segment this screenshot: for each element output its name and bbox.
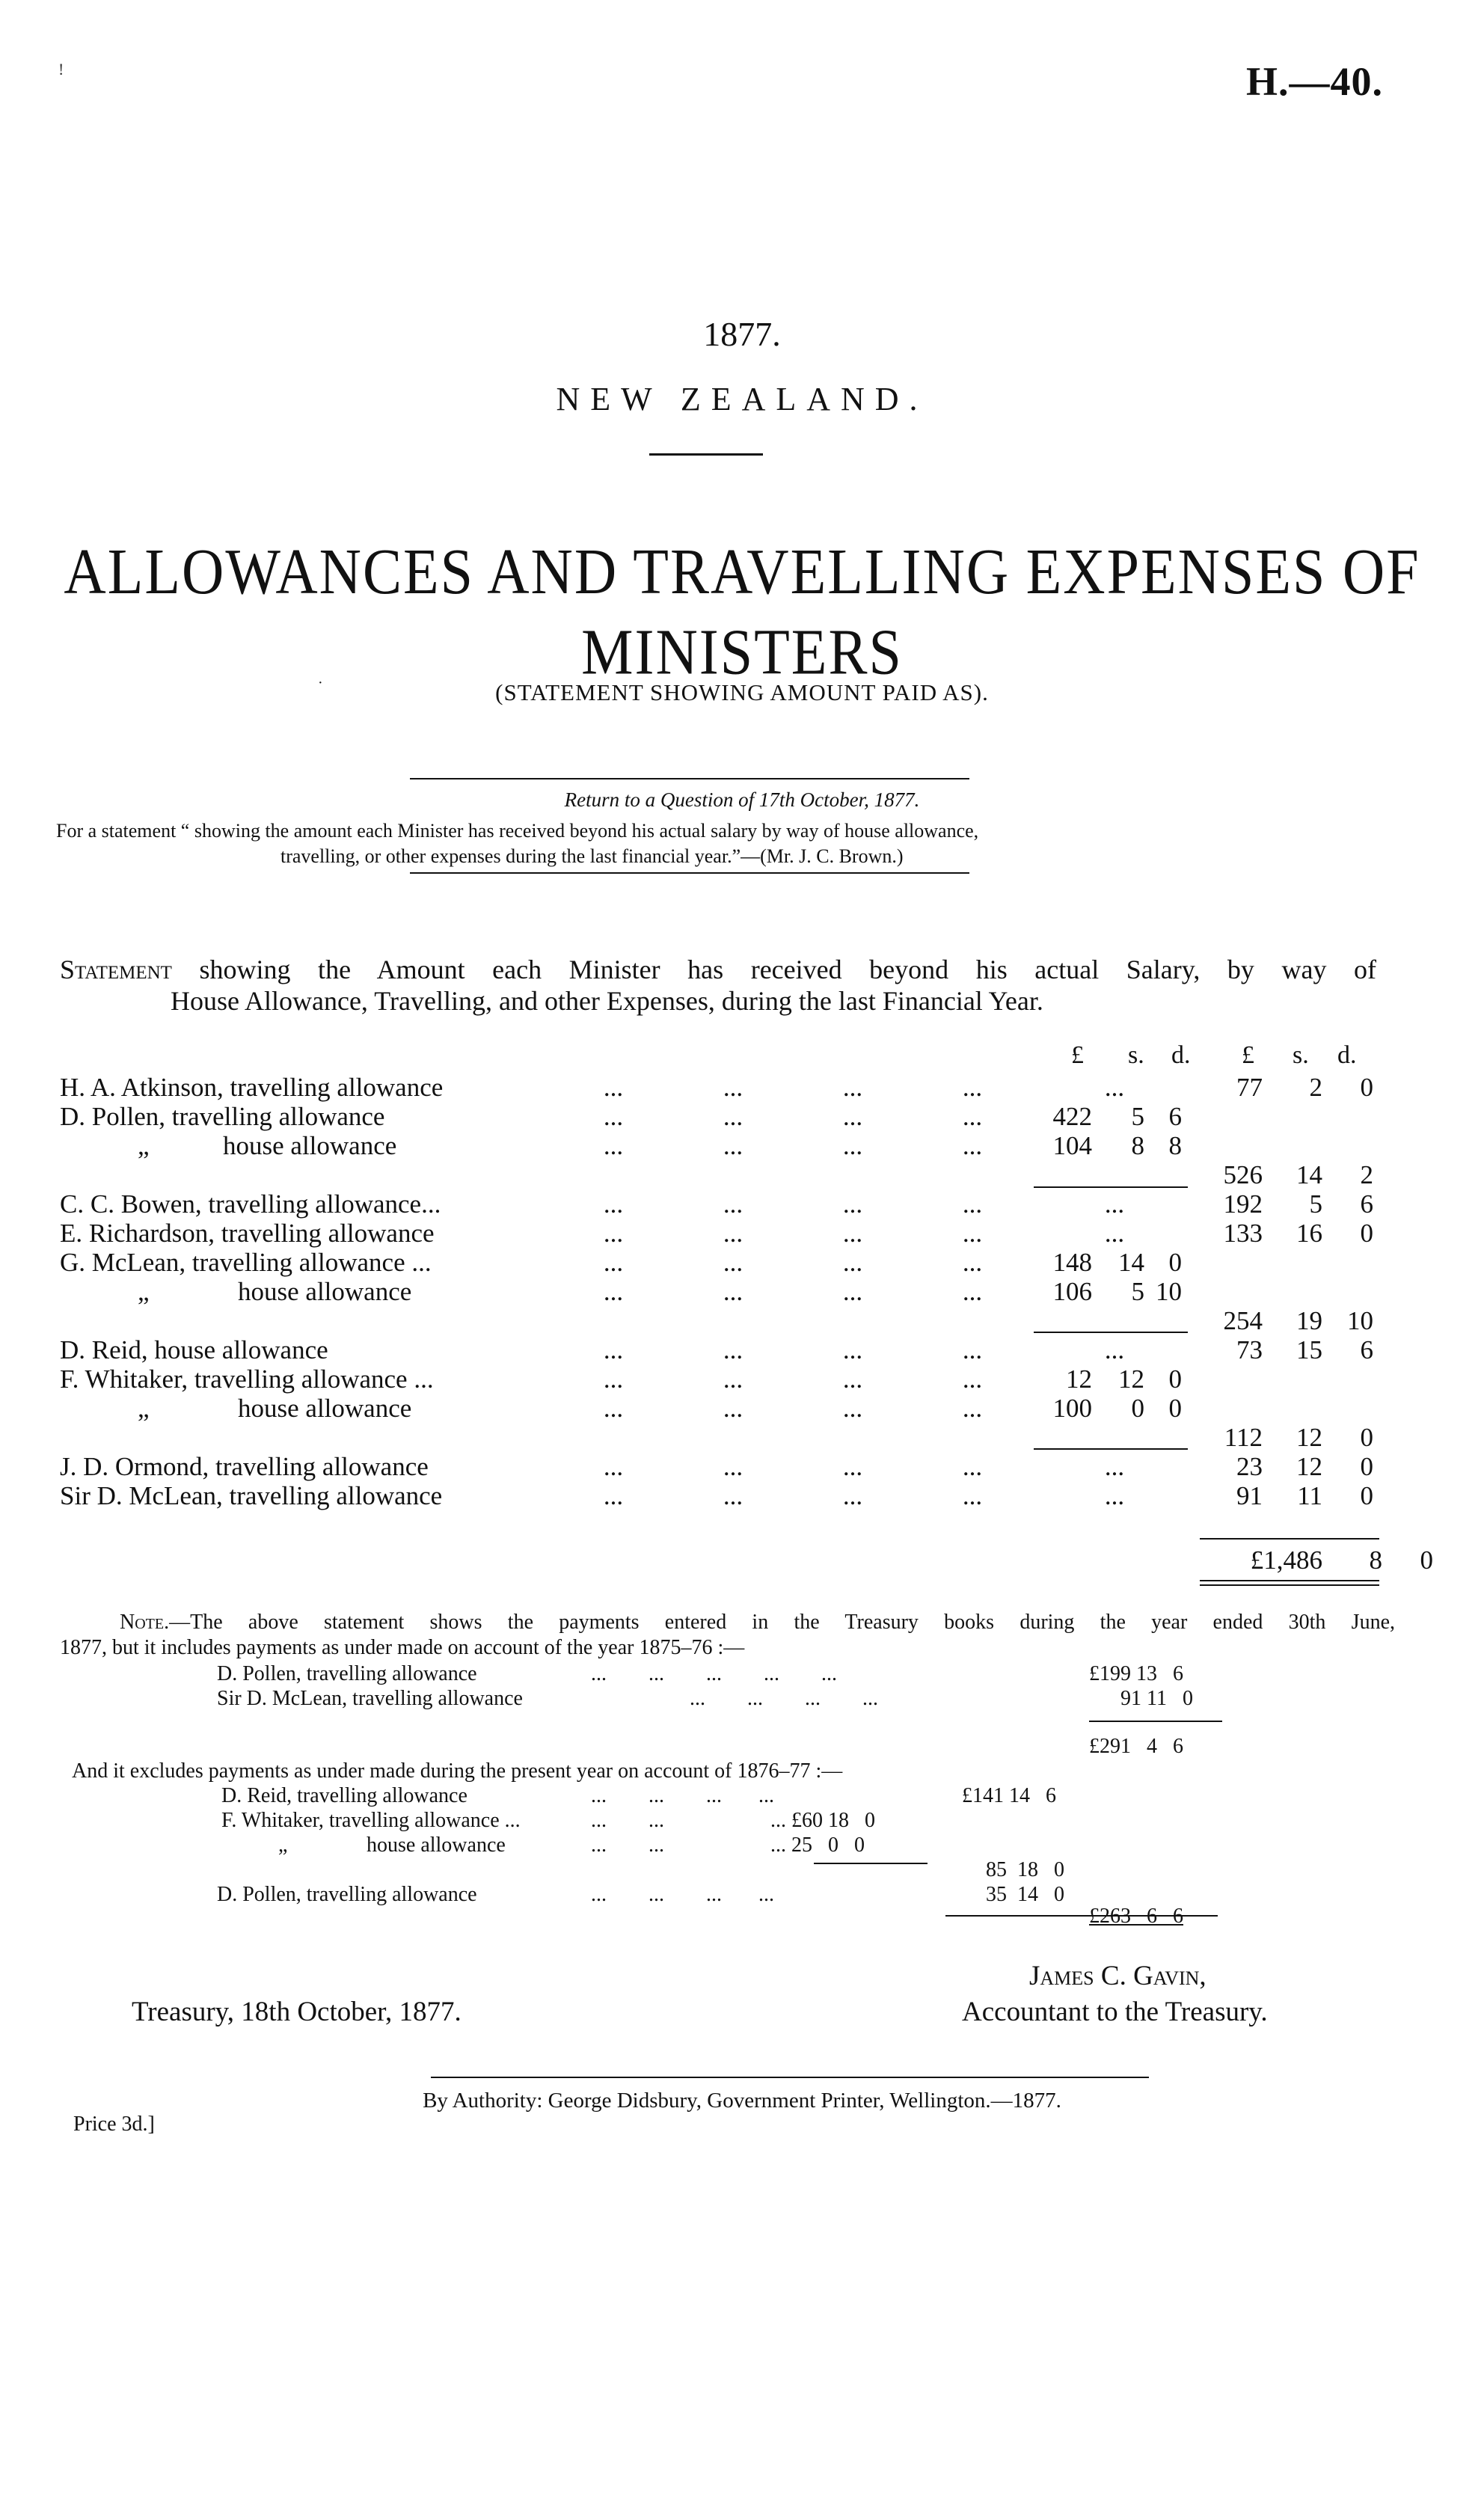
amount-pence: 6 [1173, 1905, 1183, 1928]
note-exclude-intro: And it excludes payments as under made during the present year on account of 1876–77 :— [72, 1759, 843, 1783]
leader-dots: ... [603, 1073, 624, 1102]
amount-pence: 0 [865, 1809, 875, 1832]
amount-shillings: 0 [828, 1834, 838, 1857]
sub-pence: 0 [1168, 1364, 1182, 1394]
table-row [60, 1452, 1391, 1482]
leader-dots: ... [842, 1131, 863, 1160]
amount-shillings: 11 [1147, 1687, 1167, 1710]
leader-dots: ... [1104, 1481, 1125, 1510]
total-shillings: 11 [1297, 1481, 1322, 1510]
amount-pence: 0 [1182, 1687, 1193, 1710]
row-label: E. Richardson, travelling allowance [60, 1219, 435, 1248]
amount-pence: 0 [1054, 1858, 1064, 1881]
leader-dots: ... [842, 1102, 863, 1131]
note-dots: ... ... ... ... [690, 1687, 878, 1710]
grand-total-row [60, 1545, 1433, 1575]
amount-shillings: 6 [1147, 1905, 1157, 1928]
title-line-2: MINISTERS [581, 615, 903, 688]
note-exclude-label: D. Pollen, travelling allowance [217, 1883, 477, 1906]
leader-dots: ... [842, 1481, 863, 1510]
total-pence: 10 [1347, 1306, 1373, 1335]
request-line-2: travelling, or other expenses during the last financial year.”—(Mr. J. C. Brown.) [280, 845, 904, 867]
note-exclude-subrule [814, 1863, 927, 1864]
amount-shillings: 18 [1017, 1858, 1038, 1881]
total-pence: 0 [1360, 1219, 1373, 1248]
return-top-rule [410, 778, 969, 779]
total-shillings: 19 [1296, 1306, 1322, 1335]
leader-dots: ... [842, 1277, 863, 1306]
ditto-mark: „ [138, 1394, 150, 1423]
amount-pounds: 91 [1120, 1687, 1141, 1710]
total-pounds: 73 [1236, 1335, 1263, 1364]
note-include-label: Sir D. McLean, travelling allowance [217, 1687, 523, 1710]
amount-pence: 0 [1054, 1883, 1064, 1906]
total-shillings: 5 [1309, 1189, 1322, 1219]
subtotal-rule [1034, 1332, 1188, 1333]
leader-dots: ... [962, 1102, 983, 1131]
row-label: G. McLean, travelling allowance ... [60, 1248, 432, 1277]
row-label: J. D. Ormond, travelling allowance [60, 1452, 429, 1481]
leader-dots: ... [962, 1335, 983, 1364]
amount-shillings: 18 [828, 1809, 849, 1832]
leader-dots: ... [603, 1219, 624, 1248]
total-pence: 0 [1360, 1452, 1373, 1481]
amount-pounds: £263 [1089, 1905, 1131, 1928]
amount-pounds: ... 25 [770, 1834, 812, 1857]
leader-dots: ... [723, 1073, 743, 1102]
amount-pounds: £291 [1089, 1735, 1131, 1758]
total-pounds: 133 [1223, 1219, 1263, 1248]
total-pounds: 23 [1236, 1452, 1263, 1481]
leader-dots: ... [603, 1277, 624, 1306]
grand-total-pounds: £1,486 [1250, 1545, 1322, 1575]
total-pence: 6 [1360, 1335, 1373, 1364]
sub-shillings: 0 [1131, 1394, 1144, 1423]
leader-dots: ... [1104, 1335, 1125, 1364]
leader-dots: ... [723, 1189, 743, 1219]
leader-dots: ... [842, 1219, 863, 1248]
leader-dots: ... [603, 1481, 624, 1510]
sub-shillings: 5 [1131, 1102, 1144, 1131]
leader-dots: ... [723, 1219, 743, 1248]
leader-dots: ... [723, 1394, 743, 1423]
document-title [0, 531, 1484, 692]
note-include-rule [1089, 1721, 1222, 1722]
note-lead: Note. [120, 1611, 170, 1634]
subtotal-rule [1034, 1448, 1188, 1450]
total-rule [1200, 1538, 1379, 1540]
table-row [60, 1335, 1391, 1365]
leader-dots: ... [723, 1102, 743, 1131]
grand-total-rule [1200, 1580, 1379, 1581]
place-date: Treasury, 18th October, 1877. [132, 1997, 462, 2027]
table-row [60, 1277, 1391, 1307]
document-subtitle: (STATEMENT SHOWING AMOUNT PAID AS). [495, 679, 989, 705]
total-pounds: 254 [1223, 1306, 1263, 1335]
row-label: house allowance [223, 1131, 397, 1160]
subtitle-mark: · [318, 675, 323, 691]
amount-pence: 0 [854, 1834, 865, 1857]
note-exclude-label: D. Reid, travelling allowance [221, 1784, 467, 1807]
total-shillings: 2 [1309, 1073, 1322, 1102]
note-include-label: D. Pollen, travelling allowance [217, 1662, 477, 1685]
sub-pence: 0 [1168, 1394, 1182, 1423]
leader-dots: ... [603, 1248, 624, 1277]
note-line-2: 1877, but it includes payments as under made on account of the year 1875–76 :— [60, 1636, 745, 1659]
amount-pounds: 35 [986, 1883, 1007, 1906]
leader-dots: ... [962, 1131, 983, 1160]
amount-shillings: 13 [1136, 1662, 1157, 1685]
ditto-mark: „ [138, 1131, 150, 1160]
table-row [60, 1481, 1391, 1511]
table-row [60, 1248, 1391, 1278]
amount-pence: 6 [1173, 1735, 1183, 1758]
row-label: H. A. Atkinson, travelling allowance [60, 1073, 444, 1102]
note-include-total [1089, 1734, 1183, 1759]
footer-rule [431, 2077, 1149, 2078]
return-bottom-rule [410, 872, 969, 874]
sub-header-shillings: s. [1128, 1041, 1144, 1069]
leader-dots: ... [842, 1452, 863, 1481]
statement-heading-lead: Statement [60, 955, 172, 984]
country-heading: NEW ZEALAND. [556, 381, 928, 417]
amount-shillings: 14 [1009, 1784, 1030, 1807]
total-pounds: 77 [1236, 1073, 1263, 1102]
ditto-mark: „ [138, 1277, 150, 1306]
note-exclude-amount [770, 1833, 865, 1858]
leader-dots: ... [723, 1277, 743, 1306]
table-row [60, 1102, 1391, 1132]
total-pence: 0 [1360, 1073, 1373, 1102]
total-shillings: 14 [1296, 1160, 1322, 1189]
note-line-1 [60, 1610, 1395, 1635]
leader-dots: ... [603, 1394, 624, 1423]
document-reference: H.—40. [1245, 59, 1383, 104]
total-shillings: 15 [1296, 1335, 1322, 1364]
leader-dots: ... [842, 1394, 863, 1423]
table-row [60, 1306, 1391, 1336]
sub-pence: 10 [1156, 1277, 1182, 1306]
note-dots: ... ... ... ... ... [591, 1662, 837, 1685]
total-pounds: 526 [1223, 1160, 1263, 1189]
total-header-pounds: £ [1242, 1041, 1254, 1069]
leader-dots: ... [842, 1189, 863, 1219]
leader-dots: ... [962, 1248, 983, 1277]
table-row [60, 1219, 1391, 1249]
table-row [60, 1423, 1391, 1453]
note-exclude-amount [770, 1808, 875, 1834]
leader-dots: ... [603, 1102, 624, 1131]
total-shillings: 12 [1296, 1423, 1322, 1452]
note-dots: ... ... ... ... [591, 1883, 774, 1906]
total-pounds: 112 [1224, 1423, 1263, 1452]
note-dots: ... ... [591, 1834, 664, 1857]
note-dots: ... ... ... ... [591, 1784, 774, 1807]
amount-shillings: 14 [1017, 1883, 1038, 1906]
note-paragraph [60, 1610, 1395, 1661]
table-row [60, 1131, 1391, 1161]
note-include-amount [1089, 1661, 1183, 1687]
amount-pounds: 85 [986, 1858, 1007, 1881]
total-shillings: 12 [1296, 1452, 1322, 1481]
amount-shillings: 4 [1147, 1735, 1157, 1758]
margin-mark: ! [58, 60, 64, 79]
title-line-1: ALLOWANCES AND TRAVELLING EXPENSES OF [64, 534, 1420, 607]
statement-heading [60, 954, 1376, 985]
leader-dots: ... [842, 1248, 863, 1277]
total-header-pence: d. [1337, 1041, 1357, 1069]
sub-header-pounds: £ [1071, 1041, 1084, 1069]
leader-dots: ... [723, 1335, 743, 1364]
sub-pounds: 12 [1066, 1364, 1092, 1394]
note-exclude-total [1089, 1904, 1183, 1929]
leader-dots: ... [962, 1452, 983, 1481]
sub-pounds: 104 [1052, 1131, 1092, 1160]
table-row [60, 1189, 1391, 1219]
request-line-1: For a statement “ showing the amount each Minister has received beyond his actual salary by way of house allowance, [56, 820, 979, 842]
table-row [60, 1160, 1391, 1190]
note-include-amount [1120, 1686, 1193, 1712]
leader-dots: ... [1104, 1219, 1125, 1248]
sub-shillings: 14 [1118, 1248, 1144, 1277]
amount-pounds: £141 [962, 1784, 1004, 1807]
leader-dots: ... [603, 1335, 624, 1364]
leader-dots: ... [962, 1364, 983, 1394]
statement-heading-line-2: House Allowance, Travelling, and other Expenses, during the last Financial Year. [171, 986, 1043, 1016]
row-label: F. Whitaker, travelling allowance ... [60, 1364, 434, 1394]
sub-shillings: 5 [1131, 1277, 1144, 1306]
table-row [60, 1073, 1391, 1103]
row-label: Sir D. McLean, travelling allowance [60, 1481, 443, 1510]
sub-pounds: 100 [1052, 1394, 1092, 1423]
total-pence: 0 [1360, 1423, 1373, 1452]
row-label: house allowance [238, 1277, 412, 1306]
leader-dots: ... [1104, 1189, 1125, 1219]
leader-dots: ... [723, 1481, 743, 1510]
amount-pence: 6 [1173, 1662, 1183, 1685]
return-reference: Return to a Question of 17th October, 1877. [564, 788, 920, 811]
total-pence: 6 [1360, 1189, 1373, 1219]
leader-dots: ... [842, 1073, 863, 1102]
leader-dots: ... [603, 1452, 624, 1481]
leader-dots: ... [723, 1131, 743, 1160]
price-label: Price 3d.] [73, 2113, 155, 2136]
total-header-shillings: s. [1293, 1041, 1309, 1069]
leader-dots: ... [962, 1189, 983, 1219]
table-row [60, 1364, 1391, 1394]
leader-dots: ... [1104, 1073, 1125, 1102]
amount-pence: 6 [1046, 1784, 1056, 1807]
sub-header-pence: d. [1171, 1041, 1191, 1069]
amount-pounds: £199 [1089, 1662, 1131, 1685]
statement-heading-text: showing the Amount each Minister has received beyond his actual Salary, by way of [171, 955, 1376, 984]
note-exclude-amount [962, 1783, 1056, 1809]
leader-dots: ... [962, 1073, 983, 1102]
leader-dots: ... [962, 1481, 983, 1510]
document-year: 1877. [703, 315, 781, 353]
leader-dots: ... [1104, 1452, 1125, 1481]
sub-pence: 6 [1168, 1102, 1182, 1131]
note-exclude-subtotal [986, 1857, 1064, 1883]
total-pence: 0 [1360, 1481, 1373, 1510]
leader-dots: ... [603, 1189, 624, 1219]
total-pence: 2 [1360, 1160, 1373, 1189]
subtotal-rule [1034, 1186, 1188, 1188]
grand-total-shillings: 8 [1369, 1545, 1382, 1575]
note-text-1: —The above statement shows the payments entered in the Treasury books during the year ended 30th June, [169, 1611, 1395, 1634]
signatory-name: James C. Gavin, [1029, 1961, 1206, 1991]
total-pounds: 192 [1223, 1189, 1263, 1219]
note-exclude-amount [986, 1882, 1064, 1908]
grand-total-rule-double [1200, 1584, 1379, 1586]
leader-dots: ... [723, 1452, 743, 1481]
row-label: house allowance [238, 1394, 412, 1423]
note-exclude-label: house allowance [367, 1834, 506, 1857]
return-request [56, 818, 1380, 869]
amount-pounds: ... £60 [770, 1809, 823, 1832]
sub-pounds: 422 [1052, 1102, 1092, 1131]
row-label: D. Pollen, travelling allowance [60, 1102, 385, 1131]
sub-shillings: 8 [1131, 1131, 1144, 1160]
printer-line: By Authority: George Didsbury, Government Printer, Wellington.—1877. [423, 2089, 1061, 2113]
sub-pence: 8 [1168, 1131, 1182, 1160]
signatory-title: Accountant to the Treasury. [962, 1997, 1268, 2027]
divider-rule [649, 453, 763, 456]
sub-shillings: 12 [1118, 1364, 1144, 1394]
leader-dots: ... [842, 1335, 863, 1364]
sub-pounds: 106 [1052, 1277, 1092, 1306]
leader-dots: ... [723, 1364, 743, 1394]
note-dots: ... ... [591, 1809, 664, 1832]
leader-dots: ... [962, 1394, 983, 1423]
grand-total-pence: 0 [1420, 1545, 1433, 1575]
total-pounds: 91 [1236, 1481, 1263, 1510]
leader-dots: ... [723, 1248, 743, 1277]
total-shillings: 16 [1296, 1219, 1322, 1248]
leader-dots: ... [962, 1277, 983, 1306]
leader-dots: ... [962, 1219, 983, 1248]
ditto-mark: „ [278, 1834, 288, 1857]
leader-dots: ... [842, 1364, 863, 1394]
leader-dots: ... [603, 1131, 624, 1160]
note-exclude-label: F. Whitaker, travelling allowance ... [221, 1809, 521, 1832]
row-label: C. C. Bowen, travelling allowance... [60, 1189, 441, 1219]
table-row [60, 1394, 1391, 1424]
leader-dots: ... [603, 1364, 624, 1394]
sub-pence: 0 [1168, 1248, 1182, 1277]
row-label: D. Reid, house allowance [60, 1335, 328, 1364]
sub-pounds: 148 [1052, 1248, 1092, 1277]
